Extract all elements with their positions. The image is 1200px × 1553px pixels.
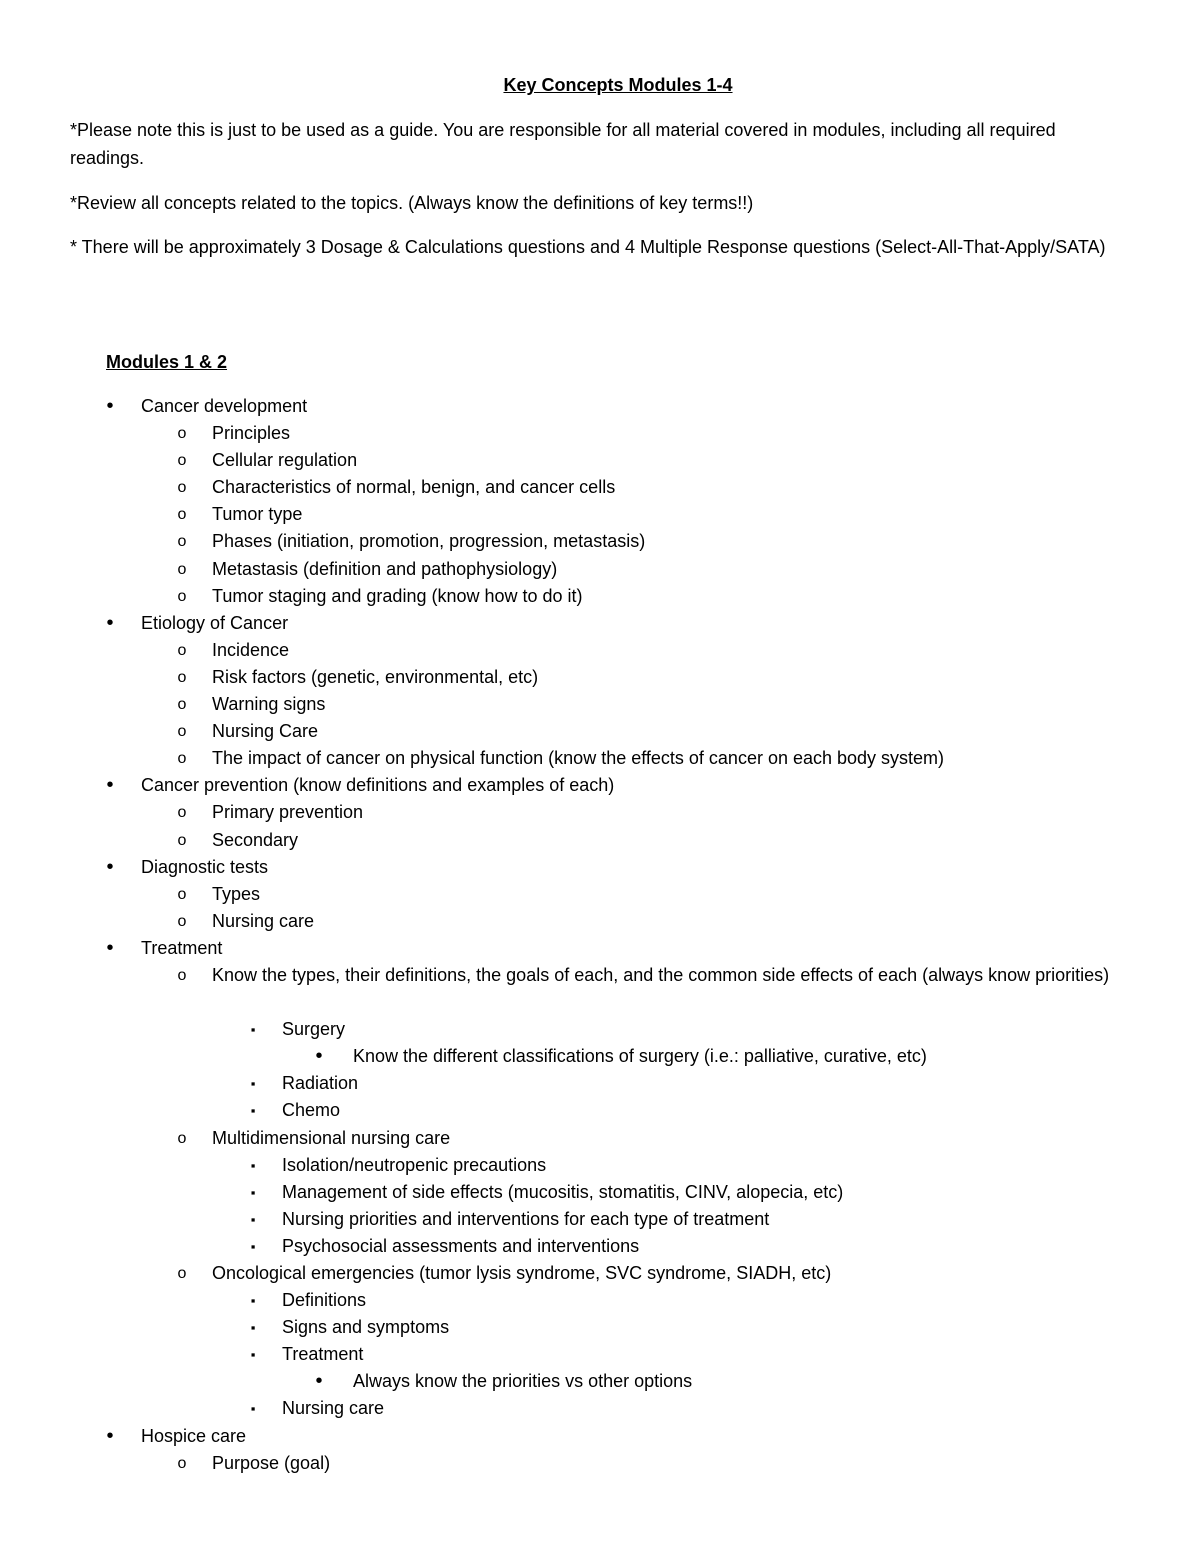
- outline-item-level-2: [0, 637, 1200, 664]
- outline-item-level-3: [0, 1341, 1200, 1368]
- outline-item-text: Nursing care: [282, 1398, 385, 1419]
- outline-item-text: Cancer development: [141, 396, 308, 416]
- bullet-marker: o: [177, 696, 187, 714]
- outline-item-text: Know the types, their definitions, the goals of each, and the common side effects of each (always know priorities): [212, 964, 1110, 985]
- outline-item-text: Risk factors (genetic, environmental, etc): [212, 666, 539, 687]
- outline-item-level-4: [0, 1043, 1200, 1070]
- bullet-marker: o: [177, 723, 187, 741]
- outline-item-text: Characteristics of normal, benign, and cancer cells: [212, 477, 616, 498]
- outline-item-text: Chemo: [282, 1100, 341, 1121]
- outline-item-level-2: [0, 1125, 1200, 1152]
- bullet-marker: ▪: [250, 1022, 256, 1038]
- outline-item-text: Principles: [212, 423, 291, 444]
- bullet-marker: •: [106, 1424, 114, 1447]
- outline-item-text: Oncological emergencies (tumor lysis syndrome, SVC syndrome, SIADH, etc): [212, 1263, 832, 1283]
- bullet-marker: o: [177, 912, 187, 930]
- bullet-marker: o: [177, 479, 187, 497]
- outline-item-text: Surgery: [282, 1019, 346, 1040]
- bullet-marker: o: [177, 506, 187, 524]
- outline-item-level-1: [0, 935, 1200, 962]
- outline-item-level-2: [0, 718, 1200, 745]
- review-note: *Review all concepts related to the topics. (Always know the definitions of key terms!!): [70, 193, 754, 213]
- outline-item-level-2: [0, 691, 1200, 718]
- bullet-marker: ▪: [250, 1347, 256, 1363]
- outline-item-level-3: [0, 1070, 1200, 1097]
- outline-item-text: Nursing care: [212, 910, 315, 931]
- bullet-marker: •: [315, 1370, 323, 1393]
- bullet-marker: •: [315, 1045, 323, 1068]
- outline-item-level-1: [0, 854, 1200, 881]
- outline-item-text: Cellular regulation: [212, 450, 358, 471]
- outline-item-level-2: [0, 474, 1200, 501]
- bullet-marker: ▪: [250, 1103, 256, 1119]
- outline-item-text: The impact of cancer on physical function (know the effects of cancer on each body system): [212, 748, 945, 769]
- outline-item-text: Nursing Care: [212, 721, 319, 742]
- bullet-marker: o: [177, 966, 187, 984]
- outline-item-text: Purpose (goal): [212, 1452, 331, 1473]
- outline-item-text: Incidence: [212, 639, 290, 660]
- bullet-marker: •: [106, 936, 114, 959]
- outline-item-level-2: [0, 1450, 1200, 1477]
- outline-item-text: Multidimensional nursing care: [212, 1127, 451, 1148]
- outline-item-text: Warning signs: [212, 694, 326, 715]
- outline-item-text: Treatment: [141, 937, 223, 958]
- outline-item-text: Isolation/neutropenic precautions: [282, 1154, 547, 1175]
- outline-item-text: Management of side effects (mucositis, stomatitis, CINV, alopecia, etc): [282, 1181, 844, 1202]
- bullet-marker: o: [177, 533, 187, 551]
- section-heading: Modules 1 & 2: [106, 352, 228, 372]
- bullet-marker: •: [106, 774, 114, 797]
- bullet-marker: o: [177, 425, 187, 443]
- bullet-marker: o: [177, 1129, 187, 1147]
- outline-item-text: Etiology of Cancer: [141, 612, 289, 633]
- outline-item-text: Metastasis (definition and pathophysiology): [212, 558, 558, 579]
- outline-item-level-3: [0, 1287, 1200, 1314]
- outline-item-level-3: [0, 1097, 1200, 1124]
- topic-outline: [0, 393, 1200, 1477]
- outline-item-level-2: [0, 664, 1200, 691]
- guide-note: *Please note this is just to be used as a guide. You are responsible for all material covered in modules, including all required readings.: [70, 120, 1056, 168]
- outline-item-text: Primary prevention: [212, 802, 364, 823]
- outline-item-level-2: [0, 528, 1200, 555]
- outline-item-level-1: [0, 1423, 1200, 1450]
- outline-item-text: Secondary: [212, 829, 299, 850]
- outline-item-level-2: [0, 881, 1200, 908]
- outline-item-text: Nursing priorities and interventions for each type of treatment: [282, 1208, 770, 1229]
- outline-item-text: Psychosocial assessments and interventions: [282, 1235, 640, 1256]
- outline-item-text: Know the different classifications of surgery (i.e.: palliative, curative, etc): [353, 1046, 927, 1067]
- bullet-marker: o: [177, 831, 187, 849]
- outline-item-text: Phases (initiation, promotion, progression, metastasis): [212, 531, 646, 552]
- outline-item-level-2: [0, 799, 1200, 826]
- outline-item-level-3: [0, 1016, 1200, 1043]
- outline-item-level-3: [0, 1206, 1200, 1233]
- outline-item-text: Signs and symptoms: [282, 1317, 450, 1338]
- bullet-marker: ▪: [250, 1076, 256, 1092]
- outline-item-level-3: [0, 1395, 1200, 1422]
- outline-item-level-2: [0, 745, 1200, 772]
- outline-item-level-4: [0, 1368, 1200, 1395]
- outline-item-level-3: [0, 1179, 1200, 1206]
- bullet-marker: •: [106, 395, 114, 417]
- outline-item-text: Cancer prevention (know definitions and examples of each): [141, 775, 615, 796]
- outline-item-text: Tumor staging and grading (know how to do it): [212, 585, 583, 606]
- outline-item-level-2: [0, 501, 1200, 528]
- outline-item-text: Hospice care: [141, 1425, 247, 1446]
- outline-item-text: Diagnostic tests: [141, 856, 269, 877]
- outline-item-level-3: [0, 1233, 1200, 1260]
- bullet-marker: ▪: [250, 1293, 256, 1309]
- bullet-marker: o: [177, 1265, 187, 1282]
- outline-item-level-3: [0, 1152, 1200, 1179]
- outline-item-level-2: [0, 583, 1200, 610]
- bullet-marker: o: [177, 885, 187, 903]
- bullet-marker: o: [177, 1454, 187, 1472]
- bullet-marker: ▪: [250, 1211, 256, 1227]
- outline-item-level-2: [0, 556, 1200, 583]
- outline-item-text: Radiation: [282, 1073, 359, 1094]
- bullet-marker: o: [177, 560, 187, 578]
- bullet-marker: o: [177, 804, 187, 822]
- bullet-marker: o: [177, 641, 187, 659]
- bullet-marker: o: [177, 587, 187, 605]
- bullet-marker: ▪: [250, 1320, 256, 1336]
- bullet-marker: •: [106, 611, 114, 634]
- outline-item-level-2: [0, 420, 1200, 447]
- outline-item-level-2: [0, 962, 1200, 1016]
- outline-item-text: Always know the priorities vs other options: [353, 1371, 693, 1392]
- outline-item-text: Tumor type: [212, 504, 303, 525]
- outline-item-level-1: [0, 772, 1200, 799]
- document-title: Key Concepts Modules 1-4: [503, 75, 733, 95]
- bullet-marker: ▪: [250, 1401, 256, 1417]
- outline-item-level-2: [0, 908, 1200, 935]
- outline-item-level-1: [0, 393, 1200, 420]
- outline-item-level-3: [0, 1314, 1200, 1341]
- bullet-marker: o: [177, 452, 187, 470]
- outline-item-text: Types: [212, 883, 261, 904]
- outline-item-level-2: [0, 447, 1200, 474]
- bullet-marker: o: [177, 668, 187, 686]
- bullet-marker: ▪: [250, 1238, 256, 1254]
- bullet-marker: o: [177, 750, 187, 768]
- outline-item-text: Treatment: [282, 1344, 364, 1365]
- outline-item-level-2: [0, 1260, 1200, 1287]
- bullet-marker: •: [106, 855, 114, 878]
- outline-item-text: Definitions: [282, 1290, 367, 1311]
- bullet-marker: ▪: [250, 1184, 256, 1200]
- outline-item-level-2: [0, 827, 1200, 854]
- bullet-marker: ▪: [250, 1157, 256, 1173]
- outline-item-level-1: [0, 610, 1200, 637]
- question-count-note: * There will be approximately 3 Dosage & Calculations questions and 4 Multiple Response questions (Select-All-That-Apply/SATA): [70, 237, 1106, 257]
